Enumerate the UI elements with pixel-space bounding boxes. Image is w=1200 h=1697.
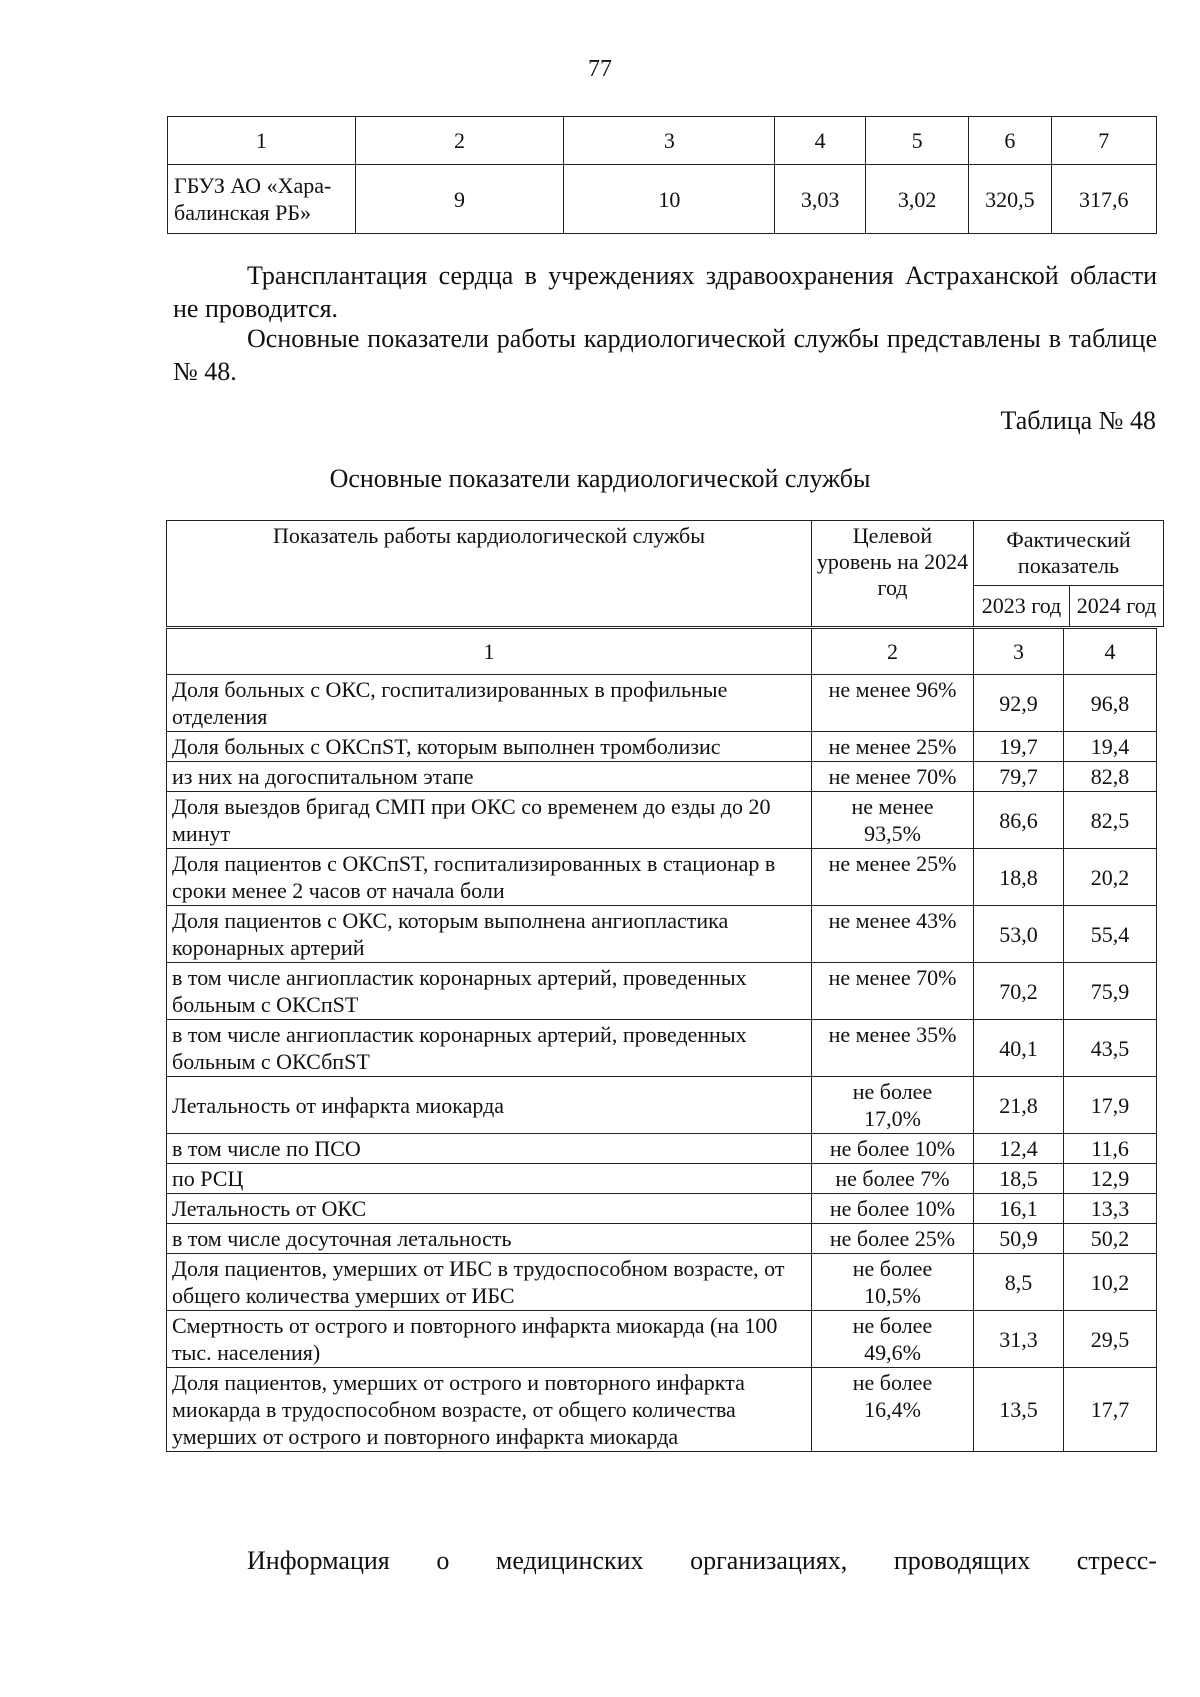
table-title: Основные показатели кардиологической службы — [329, 464, 871, 493]
value-2024-cell: 17,9 — [1064, 1077, 1157, 1134]
table-cell: 317,6 — [1051, 165, 1156, 234]
indicator-cell: по РСЦ — [167, 1164, 812, 1194]
header-indicator: Показатель работы кардиологической службы — [167, 521, 812, 627]
col-number-4: 4 — [775, 117, 866, 165]
target-level-cell: не более 49,6% — [812, 1311, 974, 1368]
value-2023-cell: 50,9 — [974, 1224, 1064, 1254]
table-row — [167, 1194, 1157, 1224]
header-year-2024: 2024 год — [1070, 586, 1164, 627]
value-2024-cell: 20,2 — [1064, 849, 1157, 906]
table-row — [167, 1020, 1157, 1077]
indicator-cell: Смертность от острого и повторного инфаркта миокарда (на 100 тыс. населения) — [167, 1311, 812, 1368]
col-number-1: 1 — [167, 629, 812, 675]
value-2023-cell: 18,5 — [974, 1164, 1064, 1194]
main-table-header — [166, 520, 1164, 627]
table-row — [167, 963, 1157, 1020]
value-2023-cell: 8,5 — [974, 1254, 1064, 1311]
table-row — [167, 675, 1157, 732]
word: о — [436, 1546, 450, 1575]
indicator-cell: Летальность от инфаркта миокарда — [167, 1077, 812, 1134]
table-row — [167, 906, 1157, 963]
target-level-cell: не менее 25% — [812, 849, 974, 906]
col-number-7: 7 — [1051, 117, 1156, 165]
value-2024-cell: 11,6 — [1064, 1134, 1157, 1164]
indicator-cell: в том числе по ПСО — [167, 1134, 812, 1164]
table-row — [167, 1254, 1157, 1311]
word: проводящих — [893, 1546, 1031, 1575]
value-2024-cell: 50,2 — [1064, 1224, 1157, 1254]
table-row — [167, 732, 1157, 762]
target-level-cell: не менее 43% — [812, 906, 974, 963]
indicator-cell: Летальность от ОКС — [167, 1194, 812, 1224]
value-2024-cell: 10,2 — [1064, 1254, 1157, 1311]
header-target-level: Целевой уровень на 2024 год — [812, 521, 974, 627]
value-2023-cell: 79,7 — [974, 762, 1064, 792]
value-2024-cell: 82,5 — [1064, 792, 1157, 849]
header-year-2023: 2023 год — [974, 586, 1070, 627]
target-level-cell: не менее 35% — [812, 1020, 974, 1077]
word: организациях, — [690, 1546, 848, 1575]
value-2023-cell: 16,1 — [974, 1194, 1064, 1224]
value-2023-cell: 18,8 — [974, 849, 1064, 906]
target-level-cell: не более 10% — [812, 1134, 974, 1164]
target-level-cell: не более 17,0% — [812, 1077, 974, 1134]
table-row — [167, 1164, 1157, 1194]
table-row — [167, 762, 1157, 792]
table-cell: 10 — [564, 165, 775, 234]
value-2024-cell: 82,8 — [1064, 762, 1157, 792]
bottom-paragraph — [173, 1544, 1157, 1577]
target-level-cell: не более 10% — [812, 1194, 974, 1224]
table-header-row — [168, 117, 1157, 165]
header-actual-value: Фактический показатель — [974, 521, 1164, 586]
paragraph-transplantation: Трансплантация сердца в учреждениях здравоохранения Астраханской области не проводится. — [173, 261, 1157, 323]
table-row — [167, 1368, 1157, 1452]
col-number-3: 3 — [974, 629, 1064, 675]
page-number: 77 — [588, 56, 612, 82]
value-2023-cell: 13,5 — [974, 1368, 1064, 1452]
value-2023-cell: 31,3 — [974, 1311, 1064, 1368]
target-level-cell: не менее 70% — [812, 762, 974, 792]
main-indicators-table — [166, 628, 1157, 1452]
col-number-2: 2 — [812, 629, 974, 675]
table-row — [167, 1077, 1157, 1134]
table-row — [168, 165, 1157, 234]
value-2023-cell: 70,2 — [974, 963, 1064, 1020]
value-2023-cell: 40,1 — [974, 1020, 1064, 1077]
value-2023-cell: 12,4 — [974, 1134, 1064, 1164]
target-level-cell: не более 7% — [812, 1164, 974, 1194]
indicator-cell: из них на догоспитальном этапе — [167, 762, 812, 792]
value-2023-cell: 53,0 — [974, 906, 1064, 963]
indicator-cell: Доля больных с ОКСпST, которым выполнен тромболизис — [167, 732, 812, 762]
indicator-cell: Доля пациентов, умерших от ИБС в трудоспособном возрасте, от общего количества умерших от ИБС — [167, 1254, 812, 1311]
col-number-2: 2 — [355, 117, 564, 165]
value-2023-cell: 86,6 — [974, 792, 1064, 849]
col-number-6: 6 — [969, 117, 1051, 165]
word: медицинских — [495, 1546, 644, 1575]
table-row — [167, 1224, 1157, 1254]
table-label: Таблица № 48 — [1000, 406, 1156, 435]
target-level-cell: не более 10,5% — [812, 1254, 974, 1311]
table-row — [167, 1134, 1157, 1164]
value-2024-cell: 43,5 — [1064, 1020, 1157, 1077]
indicator-cell: в том числе ангиопластик коронарных артерий, проведенных больным с ОКСпST — [167, 963, 812, 1020]
value-2024-cell: 75,9 — [1064, 963, 1157, 1020]
col-number-3: 3 — [564, 117, 775, 165]
previous-table-continuation — [167, 116, 1157, 234]
col-number-5: 5 — [865, 117, 968, 165]
table-cell: 9 — [355, 165, 564, 234]
indicator-cell: Доля пациентов с ОКСпST, госпитализированных в стационар в сроки менее 2 часов от начала боли — [167, 849, 812, 906]
value-2024-cell: 13,3 — [1064, 1194, 1157, 1224]
target-level-cell: не менее 93,5% — [812, 792, 974, 849]
table-cell: 3,03 — [775, 165, 866, 234]
indicator-cell: Доля больных с ОКС, госпитализированных в профильные отделения — [167, 675, 812, 732]
value-2023-cell: 21,8 — [974, 1077, 1064, 1134]
target-level-cell: не более 25% — [812, 1224, 974, 1254]
value-2024-cell: 19,4 — [1064, 732, 1157, 762]
table-cell: 3,02 — [865, 165, 968, 234]
value-2024-cell: 55,4 — [1064, 906, 1157, 963]
indicator-cell: Доля пациентов, умерших от острого и повторного инфаркта миокарда в трудоспособном возрасте, от общего количества умерших от острого и повторного инфаркта миокарда — [167, 1368, 812, 1452]
target-level-cell: не менее 25% — [812, 732, 974, 762]
word: Информация — [247, 1546, 390, 1575]
col-number-4: 4 — [1064, 629, 1157, 675]
table-row — [167, 1311, 1157, 1368]
indicator-cell: Доля пациентов с ОКС, которым выполнена ангиопластика коронарных артерий — [167, 906, 812, 963]
column-numbers-row — [167, 629, 1157, 675]
value-2024-cell: 29,5 — [1064, 1311, 1157, 1368]
indicator-cell: в том числе досуточная летальность — [167, 1224, 812, 1254]
target-level-cell: не менее 96% — [812, 675, 974, 732]
indicator-cell: Доля выездов бригад СМП при ОКС со временем до езды до 20 минут — [167, 792, 812, 849]
table-row — [167, 792, 1157, 849]
value-2023-cell: 92,9 — [974, 675, 1064, 732]
value-2024-cell: 12,9 — [1064, 1164, 1157, 1194]
table-cell: 320,5 — [969, 165, 1051, 234]
institution-name: ГБУЗ АО «Хара-балинская РБ» — [168, 165, 356, 234]
value-2024-cell: 17,7 — [1064, 1368, 1157, 1452]
value-2023-cell: 19,7 — [974, 732, 1064, 762]
value-2024-cell: 96,8 — [1064, 675, 1157, 732]
table-row — [167, 849, 1157, 906]
paragraph-main-indicators: Основные показатели работы кардиологической службы представлены в таблице № 48. — [173, 324, 1157, 386]
indicator-cell: в том числе ангиопластик коронарных артерий, проведенных больным с ОКСбпST — [167, 1020, 812, 1077]
target-level-cell: не более 16,4% — [812, 1368, 974, 1452]
target-level-cell: не менее 70% — [812, 963, 974, 1020]
word: стресс- — [1076, 1546, 1157, 1575]
col-number-1: 1 — [168, 117, 356, 165]
